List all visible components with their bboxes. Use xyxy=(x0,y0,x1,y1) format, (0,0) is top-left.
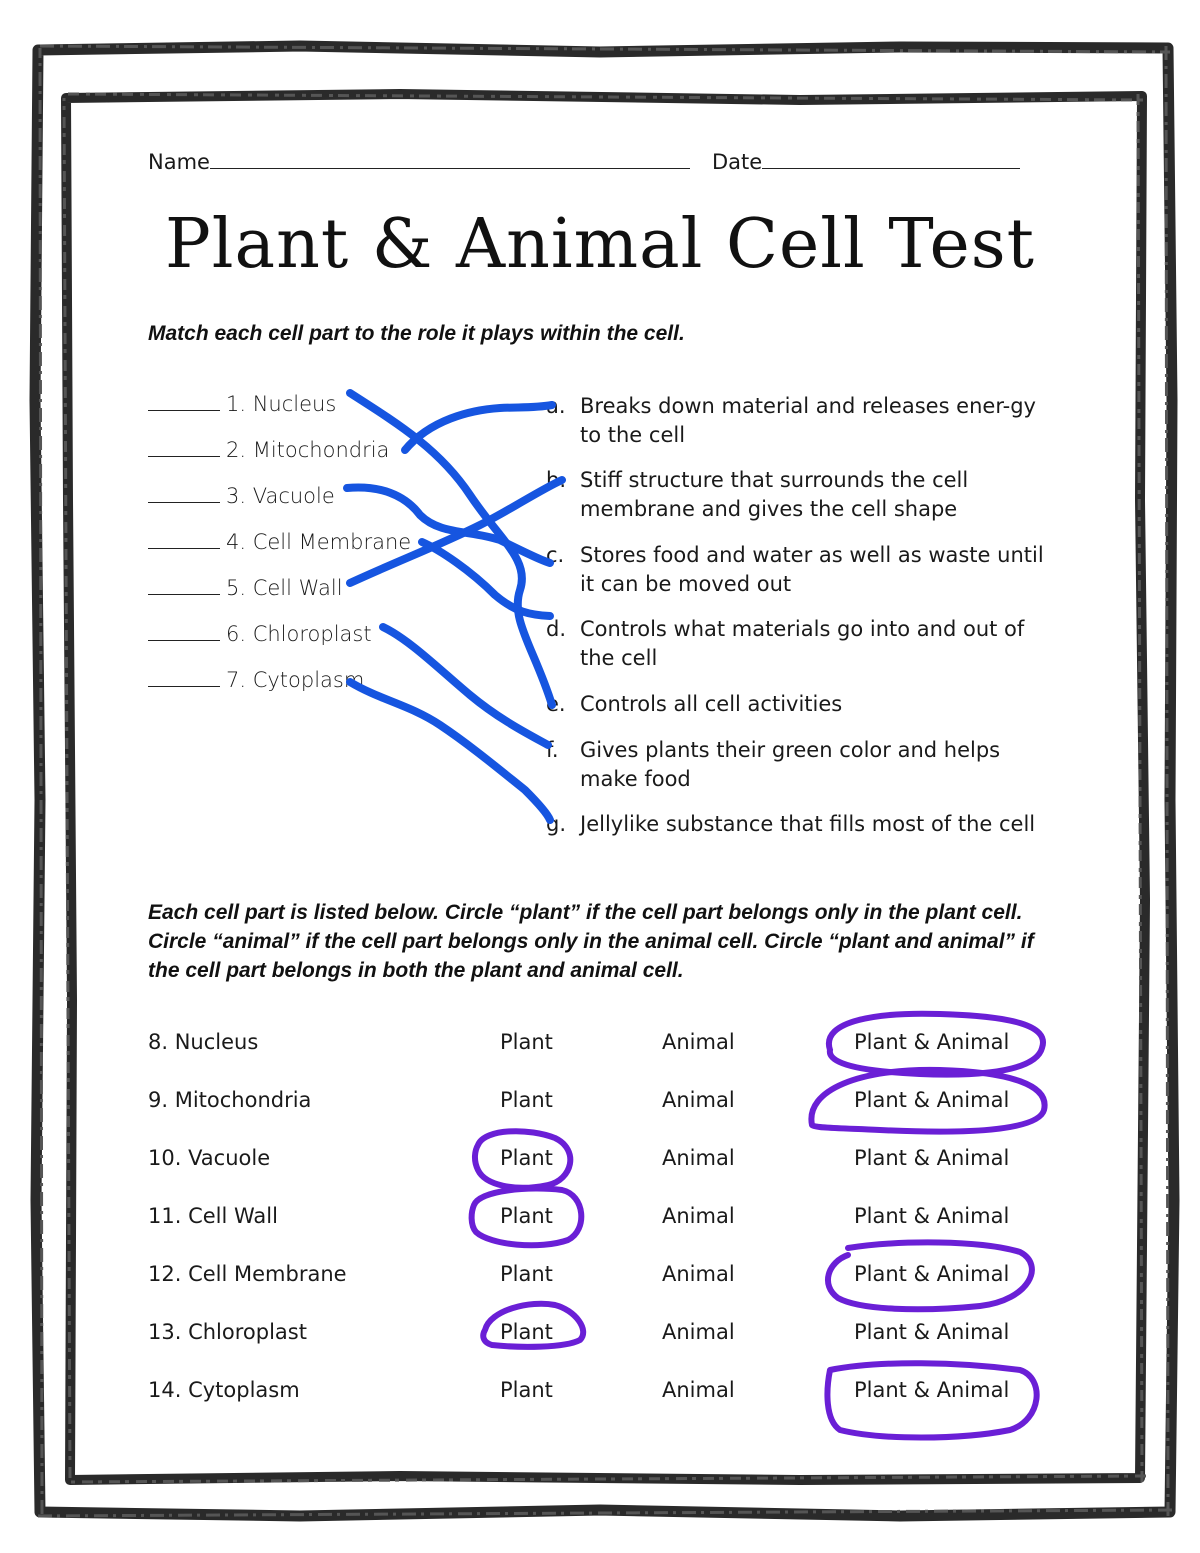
definition-text: Jellylike substance that fills most of the cell xyxy=(580,812,1036,836)
row-label: 8. Nucleus xyxy=(148,1030,259,1054)
row-label: 14. Cytoplasm xyxy=(148,1378,300,1402)
definition-item xyxy=(546,690,1050,719)
option-plant-and-animal[interactable]: Plant & Animal xyxy=(854,1262,1010,1286)
option-animal[interactable]: Animal xyxy=(662,1088,735,1112)
answer-blank[interactable] xyxy=(148,686,220,687)
definition-text: Controls all cell activities xyxy=(580,692,843,716)
option-animal[interactable]: Animal xyxy=(662,1320,735,1344)
cell-part-label: 5. Cell Wall xyxy=(226,576,343,600)
cell-part-label: 7. Cytoplasm xyxy=(226,668,365,692)
definition-item xyxy=(546,615,1050,673)
option-animal[interactable]: Animal xyxy=(662,1030,735,1054)
option-animal[interactable]: Animal xyxy=(662,1262,735,1286)
circle-instruction: Each cell part is listed below. Circle “plant” if the cell part belongs only in the plant cell. Circle “animal” if the cell part belongs only in the animal cell. Circle “plant and animal” if the cell part belongs in both the plant and animal cell. xyxy=(148,901,1034,982)
definition-item xyxy=(546,541,1050,599)
cell-part-item xyxy=(148,392,336,416)
option-animal[interactable]: Animal xyxy=(662,1204,735,1228)
definition-text: Controls what materials go into and out of the cell xyxy=(580,617,1025,670)
option-plant[interactable]: Plant xyxy=(500,1088,553,1112)
cell-part-label: 4. Cell Membrane xyxy=(226,530,412,554)
row-label: 12. Cell Membrane xyxy=(148,1262,347,1286)
option-plant-and-animal[interactable]: Plant & Animal xyxy=(854,1088,1010,1112)
definition-letter: g. xyxy=(546,812,567,836)
row-label: 13. Chloroplast xyxy=(148,1320,307,1344)
name-field[interactable] xyxy=(148,150,690,174)
cell-part-item xyxy=(148,576,343,600)
match-line xyxy=(350,682,550,820)
answer-blank[interactable] xyxy=(148,456,220,457)
date-line[interactable] xyxy=(762,168,1020,169)
option-plant[interactable]: Plant xyxy=(500,1030,553,1054)
option-plant[interactable]: Plant xyxy=(500,1204,553,1228)
definition-letter: a. xyxy=(546,394,566,418)
definition-letter: d. xyxy=(546,617,567,641)
page-title: Plant & Animal Cell Test xyxy=(165,205,1035,284)
cell-part-label: 3. Vacuole xyxy=(226,484,335,508)
option-plant[interactable]: Plant xyxy=(500,1378,553,1402)
date-label: Date xyxy=(712,150,763,174)
name-line[interactable] xyxy=(210,168,690,169)
option-plant-and-animal[interactable]: Plant & Animal xyxy=(854,1320,1010,1344)
match-line xyxy=(405,405,552,450)
cell-part-item xyxy=(148,438,389,462)
option-plant[interactable]: Plant xyxy=(500,1320,553,1344)
definition-letter: b. xyxy=(546,468,567,492)
cell-part-label: 2. Mitochondria xyxy=(226,438,390,462)
matching-instruction: Match each cell part to the role it plays within the cell. xyxy=(148,322,685,345)
option-plant-and-animal[interactable]: Plant & Animal xyxy=(854,1378,1010,1402)
cell-part-item xyxy=(148,622,372,646)
answer-blank[interactable] xyxy=(148,594,220,595)
row-label: 11. Cell Wall xyxy=(148,1204,278,1228)
option-animal[interactable]: Animal xyxy=(662,1146,735,1170)
name-label: Name xyxy=(148,150,210,174)
definition-text: Stores food and water as well as waste until it can be moved out xyxy=(580,543,1044,596)
option-plant-and-animal[interactable]: Plant & Animal xyxy=(854,1146,1010,1170)
cell-part-label: 1. Nucleus xyxy=(226,392,337,416)
definition-letter: c. xyxy=(546,543,565,567)
definition-item xyxy=(546,810,1050,839)
definition-text: Breaks down material and releases ener-gy to the cell xyxy=(580,394,1036,447)
match-line xyxy=(422,542,550,616)
date-field[interactable] xyxy=(712,150,1020,174)
row-label: 9. Mitochondria xyxy=(148,1088,312,1112)
definition-item xyxy=(546,736,1050,794)
answer-blank[interactable] xyxy=(148,502,220,503)
cell-part-item xyxy=(148,484,335,508)
answer-blank[interactable] xyxy=(148,640,220,641)
answer-blank[interactable] xyxy=(148,548,220,549)
definition-letter: e. xyxy=(546,692,566,716)
definition-text: Stiff structure that surrounds the cell membrane and gives the cell shape xyxy=(580,468,969,521)
answer-blank[interactable] xyxy=(148,410,220,411)
option-plant-and-animal[interactable]: Plant & Animal xyxy=(854,1204,1010,1228)
option-plant[interactable]: Plant xyxy=(500,1146,553,1170)
row-label: 10. Vacuole xyxy=(148,1146,271,1170)
option-plant[interactable]: Plant xyxy=(500,1262,553,1286)
definition-letter: f. xyxy=(546,738,559,762)
option-plant-and-animal[interactable]: Plant & Animal xyxy=(854,1030,1010,1054)
definition-item xyxy=(546,466,1050,524)
cell-part-label: 6. Chloroplast xyxy=(226,622,372,646)
option-animal[interactable]: Animal xyxy=(662,1378,735,1402)
cell-part-item xyxy=(148,530,411,554)
definition-item xyxy=(546,392,1050,450)
definition-text: Gives plants their green color and helps make food xyxy=(580,738,1001,791)
match-line xyxy=(383,627,548,745)
cell-part-item xyxy=(148,668,364,692)
